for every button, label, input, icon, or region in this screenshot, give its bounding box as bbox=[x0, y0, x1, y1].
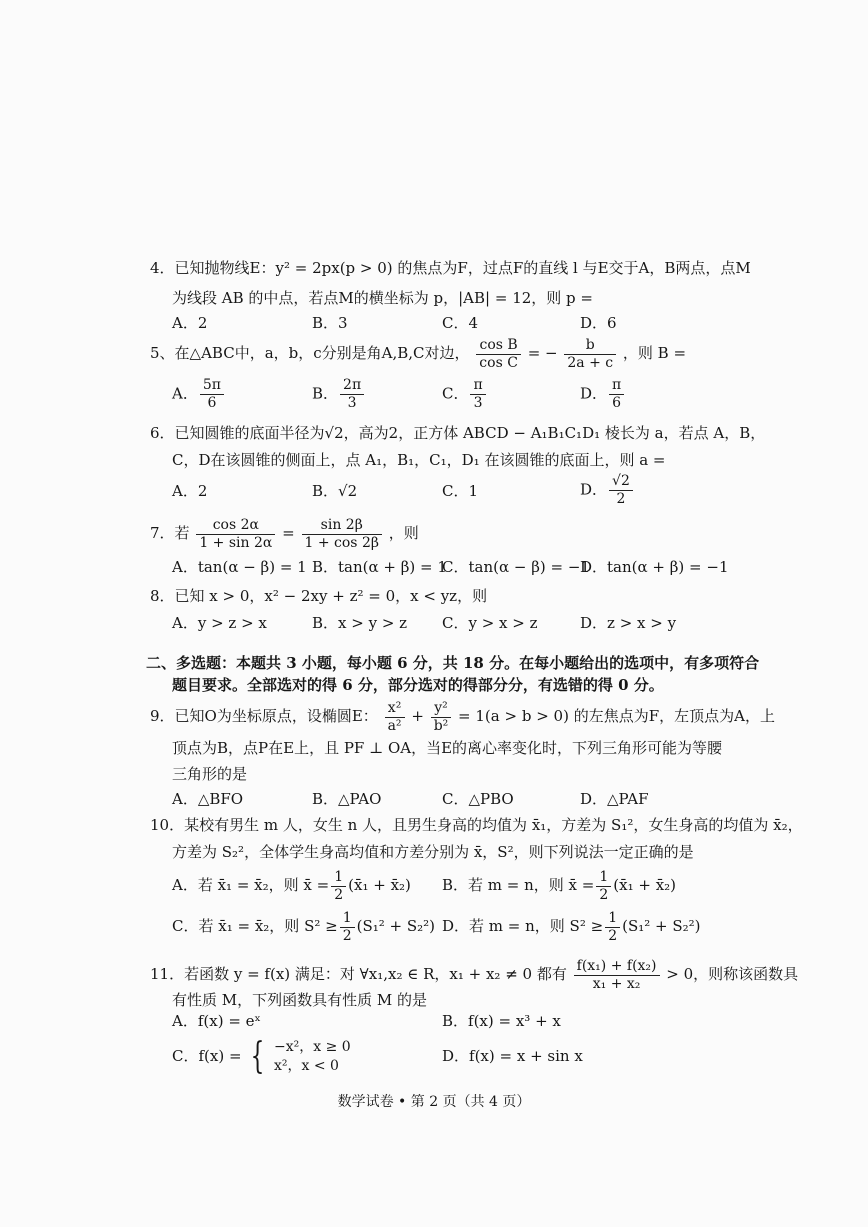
q10-b-half-den: 2 bbox=[599, 886, 609, 903]
q7-option-c: C．tan(α − β) = −1 bbox=[442, 558, 590, 576]
q6-option-c: C．1 bbox=[442, 482, 479, 500]
q11-c-case2: x²，x < 0 bbox=[274, 1058, 339, 1074]
q5-frac2-den: 2a + c bbox=[567, 354, 614, 371]
q11-stem bbox=[150, 955, 798, 993]
q4-option-c: C．4 bbox=[442, 314, 479, 332]
q5-d-num: π bbox=[609, 377, 624, 395]
q6-d-label: D． bbox=[580, 480, 608, 499]
q5-d-label: D． bbox=[580, 384, 608, 403]
q7-option-b: B．tan(α + β) = 1 bbox=[312, 558, 447, 576]
q7-f2-num: sin 2β bbox=[302, 517, 382, 535]
q5-a-num: 5π bbox=[200, 377, 224, 395]
q7-post: ，则 bbox=[388, 524, 419, 542]
q7-option-d: D．tan(α + β) = −1 bbox=[580, 558, 729, 576]
q5-a-label: A． bbox=[172, 384, 198, 403]
q5-c-label: C． bbox=[442, 384, 469, 403]
q5-option-c bbox=[442, 377, 488, 412]
q10-c-pre: C．若 x̄₁ = x̄₂，则 S² ≥ bbox=[172, 917, 338, 935]
q11-c-pre: C．f(x) = bbox=[172, 1047, 242, 1065]
q10-d-half-den: 2 bbox=[608, 927, 618, 944]
q7-eq: = bbox=[282, 524, 295, 542]
q10-a-half-den: 2 bbox=[334, 886, 344, 903]
q4-option-b: B．3 bbox=[312, 314, 348, 332]
q10-line2: 方差为 S₂²，全体学生身高均值和方差分别为 x̄，S²，则下列说法一定正确的是 bbox=[172, 843, 694, 861]
left-brace-icon: { bbox=[250, 1036, 265, 1077]
q5-frac-cos bbox=[476, 337, 521, 372]
q8-stem: 8．已知 x > 0，x² − 2xy + z² = 0，x < yz，则 bbox=[150, 587, 488, 605]
q10-c-half-den: 2 bbox=[342, 927, 352, 944]
q5-stem bbox=[150, 334, 686, 372]
q10-b-pre: B．若 m = n，则 x̄ = bbox=[442, 876, 595, 894]
q5-eq: = − bbox=[527, 344, 558, 362]
q7-stem bbox=[150, 514, 419, 552]
q9-f1-num: x² bbox=[385, 700, 405, 718]
q5-option-a bbox=[172, 377, 226, 412]
q5-frac-den: cos C bbox=[479, 354, 518, 371]
q5-frac-num: cos B bbox=[476, 337, 521, 355]
q11-c-cases bbox=[274, 1038, 351, 1076]
q11-c-case1: −x²，x ≥ 0 bbox=[274, 1039, 351, 1055]
q11-option-b: B．f(x) = x³ + x bbox=[442, 1012, 561, 1030]
q9-plus: + bbox=[411, 707, 424, 725]
q7-f1-den: 1 + sin 2α bbox=[199, 534, 273, 551]
q4-option-d: D．6 bbox=[580, 314, 617, 332]
q11-line2: 有性质 M，下列函数具有性质 M 的是 bbox=[172, 991, 428, 1009]
q4-line1: 4．已知抛物线E：y² = 2px(p > 0) 的焦点为F，过点F的直线 l 与E交于A，B两点，点M bbox=[150, 259, 751, 277]
q9-option-a: A．△BFO bbox=[172, 790, 244, 808]
q5-b-num: 2π bbox=[340, 377, 364, 395]
q9-line3: 三角形的是 bbox=[172, 765, 248, 783]
q5-b-label: B． bbox=[312, 384, 339, 403]
q11-post: > 0，则称该函数具 bbox=[666, 965, 799, 983]
q10-d-post: (S₁² + S₂²) bbox=[622, 917, 701, 935]
q9-f1-den: a² bbox=[387, 717, 402, 734]
q8-option-c: C．y > x > z bbox=[442, 614, 538, 632]
q4-line2: 为线段 AB 的中点，若点M的横坐标为 p，|AB| = 12，则 p = bbox=[172, 289, 593, 307]
q8-option-d: D．z > x > y bbox=[580, 614, 677, 632]
q10-c-post: (S₁² + S₂²) bbox=[356, 917, 436, 935]
q9-post: = 1(a > b > 0) 的左焦点为F，左顶点为A，上 bbox=[458, 707, 775, 725]
q7-option-a: A．tan(α − β) = 1 bbox=[172, 558, 307, 576]
q10-option-c bbox=[172, 909, 435, 945]
q11-f-den: x₁ + x₂ bbox=[592, 975, 641, 992]
q10-b-half-num: 1 bbox=[596, 869, 611, 887]
q11-f-num: f(x₁) + f(x₂) bbox=[574, 958, 660, 976]
q10-option-d bbox=[442, 909, 701, 945]
q6-line1: 6．已知圆锥的底面半径为√2，高为2，正方体 ABCD − A₁B₁C₁D₁ 棱长为 a，若点 A，B， bbox=[150, 424, 766, 442]
q9-stem bbox=[150, 697, 775, 735]
q7-pre: 7．若 bbox=[150, 524, 190, 542]
q10-d-pre: D．若 m = n，则 S² ≥ bbox=[442, 917, 604, 935]
q10-a-pre: A．若 x̄₁ = x̄₂，则 x̄ = bbox=[172, 876, 330, 894]
q6-option-b: B．√2 bbox=[312, 482, 358, 500]
q8-option-a: A．y > z > x bbox=[172, 614, 267, 632]
q5-c-num: π bbox=[470, 377, 485, 395]
q9-f2-den: b² bbox=[433, 717, 449, 734]
q10-option-b bbox=[442, 868, 676, 904]
q6-option-a: A．2 bbox=[172, 482, 208, 500]
q4-option-a: A．2 bbox=[172, 314, 208, 332]
q9-option-b: B．△PAO bbox=[312, 790, 382, 808]
q9-pre: 9．已知O为坐标原点，设椭圆E： bbox=[150, 707, 378, 725]
q10-d-half-num: 1 bbox=[605, 910, 620, 928]
q10-a-half-num: 1 bbox=[331, 869, 346, 887]
q11-pre: 11．若函数 y = f(x) 满足：对 ∀x₁,x₂ ∈ R，x₁ + x₂ ≠ 0 都有 bbox=[150, 965, 567, 983]
q7-f2-den: 1 + cos 2β bbox=[304, 534, 379, 551]
q7-f1-num: cos 2α bbox=[196, 517, 275, 535]
q8-option-b: B．x > y > z bbox=[312, 614, 408, 632]
q10-b-post: (x̄₁ + x̄₂) bbox=[613, 876, 677, 894]
q5-b-den: 3 bbox=[347, 395, 357, 411]
q6-d-num: √2 bbox=[609, 473, 633, 491]
q5-d-den: 6 bbox=[612, 395, 622, 411]
q5-a-den: 6 bbox=[207, 395, 217, 411]
q10-c-half-num: 1 bbox=[340, 910, 355, 928]
q10-line1: 10．某校有男生 m 人，女生 n 人，且男生身高的均值为 x̄₁，方差为 S₁²，女生身高的均值为 x̄₂， bbox=[150, 816, 803, 834]
page-footer: 数学试卷 • 第 2 页（共 4 页） bbox=[337, 1094, 531, 1110]
q11-option-a: A．f(x) = eˣ bbox=[172, 1012, 261, 1030]
q5-pre: 5、在△ABC中，a，b，c分别是角A,B,C对边， bbox=[150, 344, 470, 362]
q6-line2: C，D在该圆锥的侧面上，点 A₁，B₁，C₁，D₁ 在该圆锥的底面上，则 a = bbox=[172, 451, 666, 469]
q9-option-c: C．△PBO bbox=[442, 790, 514, 808]
q11-option-c bbox=[172, 1036, 351, 1076]
q9-line2: 顶点为B，点P在E上，且 PF ⊥ OA，当E的离心率变化时，下列三角形可能为等腰 bbox=[172, 739, 723, 757]
q10-a-post: (x̄₁ + x̄₂) bbox=[348, 876, 411, 894]
q6-option-d bbox=[580, 473, 635, 508]
q5-post: ，则 B = bbox=[622, 344, 687, 362]
q5-option-d bbox=[580, 377, 626, 412]
q10-option-a bbox=[172, 868, 411, 904]
section2-line2: 题目要求。全部选对的得 6 分，部分选对的得部分分，有选错的得 0 分。 bbox=[172, 676, 664, 694]
q5-frac-b bbox=[564, 337, 616, 372]
q9-f2-num: y² bbox=[431, 700, 452, 718]
q5-frac2-num: b bbox=[564, 337, 616, 355]
q6-d-den: 2 bbox=[616, 491, 626, 507]
q5-c-den: 3 bbox=[473, 395, 483, 411]
q5-option-b bbox=[312, 377, 366, 412]
q9-option-d: D．△PAF bbox=[580, 790, 649, 808]
q11-option-d: D．f(x) = x + sin x bbox=[442, 1047, 583, 1065]
section2-line1: 二、多选题：本题共 3 小题，每小题 6 分，共 18 分。在每小题给出的选项中，有多项符合 bbox=[146, 654, 760, 672]
